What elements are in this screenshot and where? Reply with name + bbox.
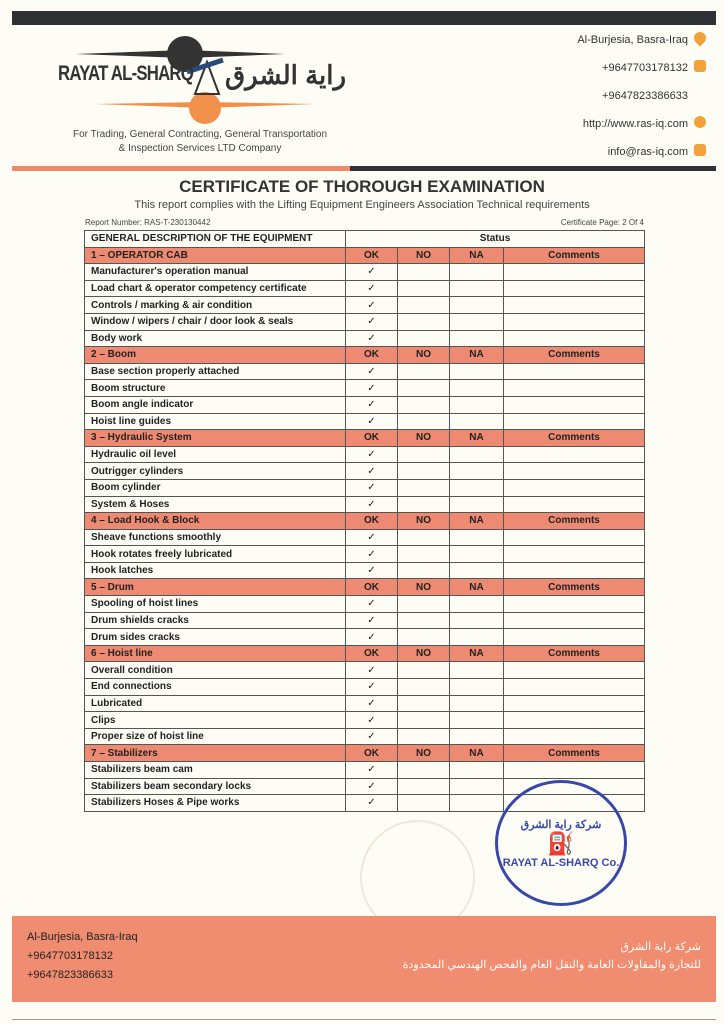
table-header-row xyxy=(85,231,645,248)
section-title: 3 – Hydraulic System xyxy=(85,430,346,447)
footer-address: Al-Burjesia, Basra-Iraq xyxy=(27,931,138,943)
no-cell xyxy=(398,380,450,397)
na-cell xyxy=(450,463,504,480)
comments-cell xyxy=(504,629,645,646)
comments-cell xyxy=(504,529,645,546)
ok-check-cell: ✓ xyxy=(346,712,398,729)
table-row xyxy=(85,396,645,413)
contact-phone xyxy=(577,60,706,88)
na-header: NA xyxy=(450,247,504,264)
na-cell xyxy=(450,479,504,496)
section-header-row xyxy=(85,745,645,762)
ok-check-cell: ✓ xyxy=(346,264,398,281)
section-title: 1 – OPERATOR CAB xyxy=(85,247,346,264)
table-row xyxy=(85,280,645,297)
item-label: Hook latches xyxy=(85,562,346,579)
item-label: Overall condition xyxy=(85,662,346,679)
table-row xyxy=(85,463,645,480)
item-label: Lubricated xyxy=(85,695,346,712)
comments-cell xyxy=(504,596,645,613)
col-status-header: Status xyxy=(346,231,645,248)
comments-header: Comments xyxy=(504,347,645,364)
section-title: 6 – Hoist line xyxy=(85,645,346,662)
na-cell xyxy=(450,363,504,380)
inspection-table xyxy=(84,230,645,812)
ok-check-cell: ✓ xyxy=(346,313,398,330)
table-row xyxy=(85,264,645,281)
table-row xyxy=(85,479,645,496)
ok-check-cell: ✓ xyxy=(346,496,398,513)
no-cell xyxy=(398,679,450,696)
ok-check-cell: ✓ xyxy=(346,546,398,563)
divider-orange xyxy=(12,166,350,171)
item-label: Boom cylinder xyxy=(85,479,346,496)
comments-cell xyxy=(504,762,645,779)
globe-icon xyxy=(694,116,706,128)
contact-website xyxy=(577,116,706,144)
item-label: Clips xyxy=(85,712,346,729)
comments-cell xyxy=(504,363,645,380)
item-label: Body work xyxy=(85,330,346,347)
na-cell xyxy=(450,728,504,745)
stamp-text: RAYAT AL-SHARQ Co. xyxy=(502,856,620,869)
comments-cell xyxy=(504,297,645,314)
no-cell xyxy=(398,413,450,430)
na-header: NA xyxy=(450,645,504,662)
no-cell xyxy=(398,662,450,679)
comments-header: Comments xyxy=(504,579,645,596)
comments-cell xyxy=(504,413,645,430)
no-cell xyxy=(398,280,450,297)
item-label: Window / wipers / chair / door look & seals xyxy=(85,313,346,330)
no-cell xyxy=(398,463,450,480)
no-cell xyxy=(398,297,450,314)
ok-header: OK xyxy=(346,247,398,264)
phone-icon xyxy=(694,60,706,72)
no-header: NO xyxy=(398,745,450,762)
na-cell xyxy=(450,330,504,347)
table-row xyxy=(85,297,645,314)
na-cell xyxy=(450,446,504,463)
col-description-header: GENERAL DESCRIPTION OF THE EQUIPMENT xyxy=(85,231,346,248)
section-header-row xyxy=(85,430,645,447)
na-cell xyxy=(450,297,504,314)
na-cell xyxy=(450,712,504,729)
na-cell xyxy=(450,795,504,812)
item-label: Spooling of hoist lines xyxy=(85,596,346,613)
comments-cell xyxy=(504,612,645,629)
ok-check-cell: ✓ xyxy=(346,562,398,579)
item-label: Boom angle indicator xyxy=(85,396,346,413)
email-link[interactable]: info@ras-iq.com xyxy=(607,146,688,158)
ok-check-cell: ✓ xyxy=(346,662,398,679)
table-row xyxy=(85,679,645,696)
no-cell xyxy=(398,712,450,729)
na-cell xyxy=(450,313,504,330)
comments-cell xyxy=(504,446,645,463)
item-label: Drum shields cracks xyxy=(85,612,346,629)
ok-header: OK xyxy=(346,430,398,447)
comments-cell xyxy=(504,712,645,729)
contact-phone xyxy=(577,88,706,116)
na-header: NA xyxy=(450,347,504,364)
ok-check-cell: ✓ xyxy=(346,330,398,347)
table-row xyxy=(85,363,645,380)
derrick-icon: ⛽ xyxy=(547,830,575,856)
table-row xyxy=(85,380,645,397)
location-pin-icon xyxy=(692,30,709,47)
comments-cell xyxy=(504,546,645,563)
divider-dark xyxy=(350,166,716,171)
table-row xyxy=(85,712,645,729)
table-row xyxy=(85,446,645,463)
footer-phone: +9647823386633 xyxy=(27,969,113,981)
section-header-row xyxy=(85,645,645,662)
item-label: Stabilizers beam secondary locks xyxy=(85,778,346,795)
item-label: Stabilizers Hoses & Pipe works xyxy=(85,795,346,812)
no-cell xyxy=(398,446,450,463)
envelope-icon xyxy=(694,144,706,156)
na-cell xyxy=(450,612,504,629)
table-row xyxy=(85,413,645,430)
company-logo xyxy=(55,32,355,127)
item-label: Controls / marking & air condition xyxy=(85,297,346,314)
comments-cell xyxy=(504,463,645,480)
ok-check-cell: ✓ xyxy=(346,413,398,430)
footer-description-ar: للتجارة والمقاولات العامة والنقل العام والفحص الهندسي المحدودة xyxy=(402,959,701,971)
table-row xyxy=(85,496,645,513)
na-header: NA xyxy=(450,513,504,530)
ok-check-cell: ✓ xyxy=(346,363,398,380)
comments-cell xyxy=(504,662,645,679)
phone-text: +9647823386633 xyxy=(602,90,688,102)
address-text: Al-Burjesia, Basra-Iraq xyxy=(577,34,688,46)
comments-header: Comments xyxy=(504,513,645,530)
item-label: End connections xyxy=(85,679,346,696)
ok-check-cell: ✓ xyxy=(346,629,398,646)
ok-check-cell: ✓ xyxy=(346,380,398,397)
top-bar xyxy=(12,11,716,25)
ok-check-cell: ✓ xyxy=(346,396,398,413)
table-row xyxy=(85,596,645,613)
na-cell xyxy=(450,529,504,546)
na-cell xyxy=(450,496,504,513)
comments-cell xyxy=(504,380,645,397)
comments-header: Comments xyxy=(504,645,645,662)
section-title: 7 – Stabilizers xyxy=(85,745,346,762)
na-header: NA xyxy=(450,579,504,596)
no-cell xyxy=(398,596,450,613)
na-cell xyxy=(450,562,504,579)
item-label: Load chart & operator competency certificate xyxy=(85,280,346,297)
report-number: Report Number: RAS-T-230130442 xyxy=(85,218,211,227)
item-label: Hoist line guides xyxy=(85,413,346,430)
table-row xyxy=(85,695,645,712)
comments-cell xyxy=(504,264,645,281)
no-cell xyxy=(398,762,450,779)
item-label: Proper size of hoist line xyxy=(85,728,346,745)
na-cell xyxy=(450,762,504,779)
section-header-row xyxy=(85,247,645,264)
no-header: NO xyxy=(398,347,450,364)
ok-header: OK xyxy=(346,513,398,530)
table-row xyxy=(85,728,645,745)
na-cell xyxy=(450,380,504,397)
ok-check-cell: ✓ xyxy=(346,612,398,629)
logo-text-ar: راية الشرق xyxy=(225,60,347,90)
comments-cell xyxy=(504,728,645,745)
ok-check-cell: ✓ xyxy=(346,529,398,546)
no-cell xyxy=(398,629,450,646)
no-cell xyxy=(398,363,450,380)
na-cell xyxy=(450,546,504,563)
no-header: NO xyxy=(398,645,450,662)
no-cell xyxy=(398,695,450,712)
comments-cell xyxy=(504,396,645,413)
comments-cell xyxy=(504,695,645,712)
item-label: Outrigger cylinders xyxy=(85,463,346,480)
table-row xyxy=(85,529,645,546)
stamp-text-ar: شركة راية الشرق xyxy=(520,818,602,831)
ok-check-cell: ✓ xyxy=(346,695,398,712)
item-label: Hook rotates freely lubricated xyxy=(85,546,346,563)
ok-header: OK xyxy=(346,579,398,596)
ok-check-cell: ✓ xyxy=(346,728,398,745)
table-row xyxy=(85,562,645,579)
ok-header: OK xyxy=(346,645,398,662)
no-cell xyxy=(398,330,450,347)
no-cell xyxy=(398,396,450,413)
na-cell xyxy=(450,596,504,613)
ok-check-cell: ✓ xyxy=(346,778,398,795)
bottom-line xyxy=(12,1019,716,1020)
na-cell xyxy=(450,264,504,281)
na-cell xyxy=(450,629,504,646)
tagline-line: & Inspection Services LTD Company xyxy=(118,143,282,154)
ok-check-cell: ✓ xyxy=(346,463,398,480)
page-title: CERTIFICATE OF THOROUGH EXAMINATION xyxy=(179,177,545,196)
comments-header: Comments xyxy=(504,247,645,264)
item-label: System & Hoses xyxy=(85,496,346,513)
ok-header: OK xyxy=(346,347,398,364)
na-cell xyxy=(450,679,504,696)
table-row xyxy=(85,612,645,629)
no-cell xyxy=(398,795,450,812)
tagline-line: For Trading, General Contracting, General Transportation xyxy=(72,129,328,140)
footer xyxy=(12,916,716,1002)
no-cell xyxy=(398,728,450,745)
no-cell xyxy=(398,264,450,281)
ok-check-cell: ✓ xyxy=(346,297,398,314)
no-cell xyxy=(398,778,450,795)
ok-header: OK xyxy=(346,745,398,762)
comments-cell xyxy=(504,496,645,513)
footer-phone: +9647703178132 xyxy=(27,950,113,962)
ok-check-cell: ✓ xyxy=(346,679,398,696)
comments-cell xyxy=(504,679,645,696)
item-label: Boom structure xyxy=(85,380,346,397)
certificate-page: Certificate Page: 2 Of 4 xyxy=(560,218,644,227)
na-cell xyxy=(450,280,504,297)
comments-cell xyxy=(504,313,645,330)
comments-cell xyxy=(504,280,645,297)
no-cell xyxy=(398,313,450,330)
comments-cell xyxy=(504,562,645,579)
phone-text: +9647703178132 xyxy=(602,62,688,74)
item-label: Stabilizers beam cam xyxy=(85,762,346,779)
contact-address xyxy=(577,32,706,60)
table-row xyxy=(85,629,645,646)
company-stamp xyxy=(495,780,627,906)
ok-check-cell: ✓ xyxy=(346,596,398,613)
na-header: NA xyxy=(450,745,504,762)
contact-info xyxy=(577,32,706,172)
website-link[interactable]: http://www.ras-iq.com xyxy=(582,118,688,130)
na-cell xyxy=(450,778,504,795)
section-title: 2 – Boom xyxy=(85,347,346,364)
table-row xyxy=(85,762,645,779)
ok-check-cell: ✓ xyxy=(346,280,398,297)
page-subtitle: This report complies with the Lifting Equipment Engineers Association Technical requirements xyxy=(134,199,590,211)
item-label: Drum sides cracks xyxy=(85,629,346,646)
ok-check-cell: ✓ xyxy=(346,795,398,812)
ok-check-cell: ✓ xyxy=(346,762,398,779)
section-title: 5 – Drum xyxy=(85,579,346,596)
no-cell xyxy=(398,612,450,629)
item-label: Base section properly attached xyxy=(85,363,346,380)
no-cell xyxy=(398,496,450,513)
na-cell xyxy=(450,662,504,679)
section-title: 4 – Load Hook & Block xyxy=(85,513,346,530)
company-tagline xyxy=(40,128,360,156)
item-label: Hydraulic oil level xyxy=(85,446,346,463)
footer-company-ar: شركة راية الشرق xyxy=(620,941,701,953)
section-header-row xyxy=(85,513,645,530)
na-cell xyxy=(450,695,504,712)
no-header: NO xyxy=(398,247,450,264)
comments-cell xyxy=(504,479,645,496)
no-cell xyxy=(398,546,450,563)
comments-header: Comments xyxy=(504,745,645,762)
section-header-row xyxy=(85,579,645,596)
na-cell xyxy=(450,413,504,430)
table-row xyxy=(85,662,645,679)
no-cell xyxy=(398,562,450,579)
item-label: Manufacturer's operation manual xyxy=(85,264,346,281)
ok-check-cell: ✓ xyxy=(346,479,398,496)
table-row xyxy=(85,313,645,330)
comments-cell xyxy=(504,330,645,347)
logo-text-en: RAYAT AL-SHARQ xyxy=(58,62,194,85)
na-header: NA xyxy=(450,430,504,447)
section-header-row xyxy=(85,347,645,364)
no-cell xyxy=(398,529,450,546)
ok-check-cell: ✓ xyxy=(346,446,398,463)
no-cell xyxy=(398,479,450,496)
spacer xyxy=(694,88,706,100)
comments-header: Comments xyxy=(504,430,645,447)
no-header: NO xyxy=(398,430,450,447)
no-header: NO xyxy=(398,513,450,530)
table-row xyxy=(85,546,645,563)
na-cell xyxy=(450,396,504,413)
item-label: Sheave functions smoothly xyxy=(85,529,346,546)
no-header: NO xyxy=(398,579,450,596)
table-row xyxy=(85,330,645,347)
